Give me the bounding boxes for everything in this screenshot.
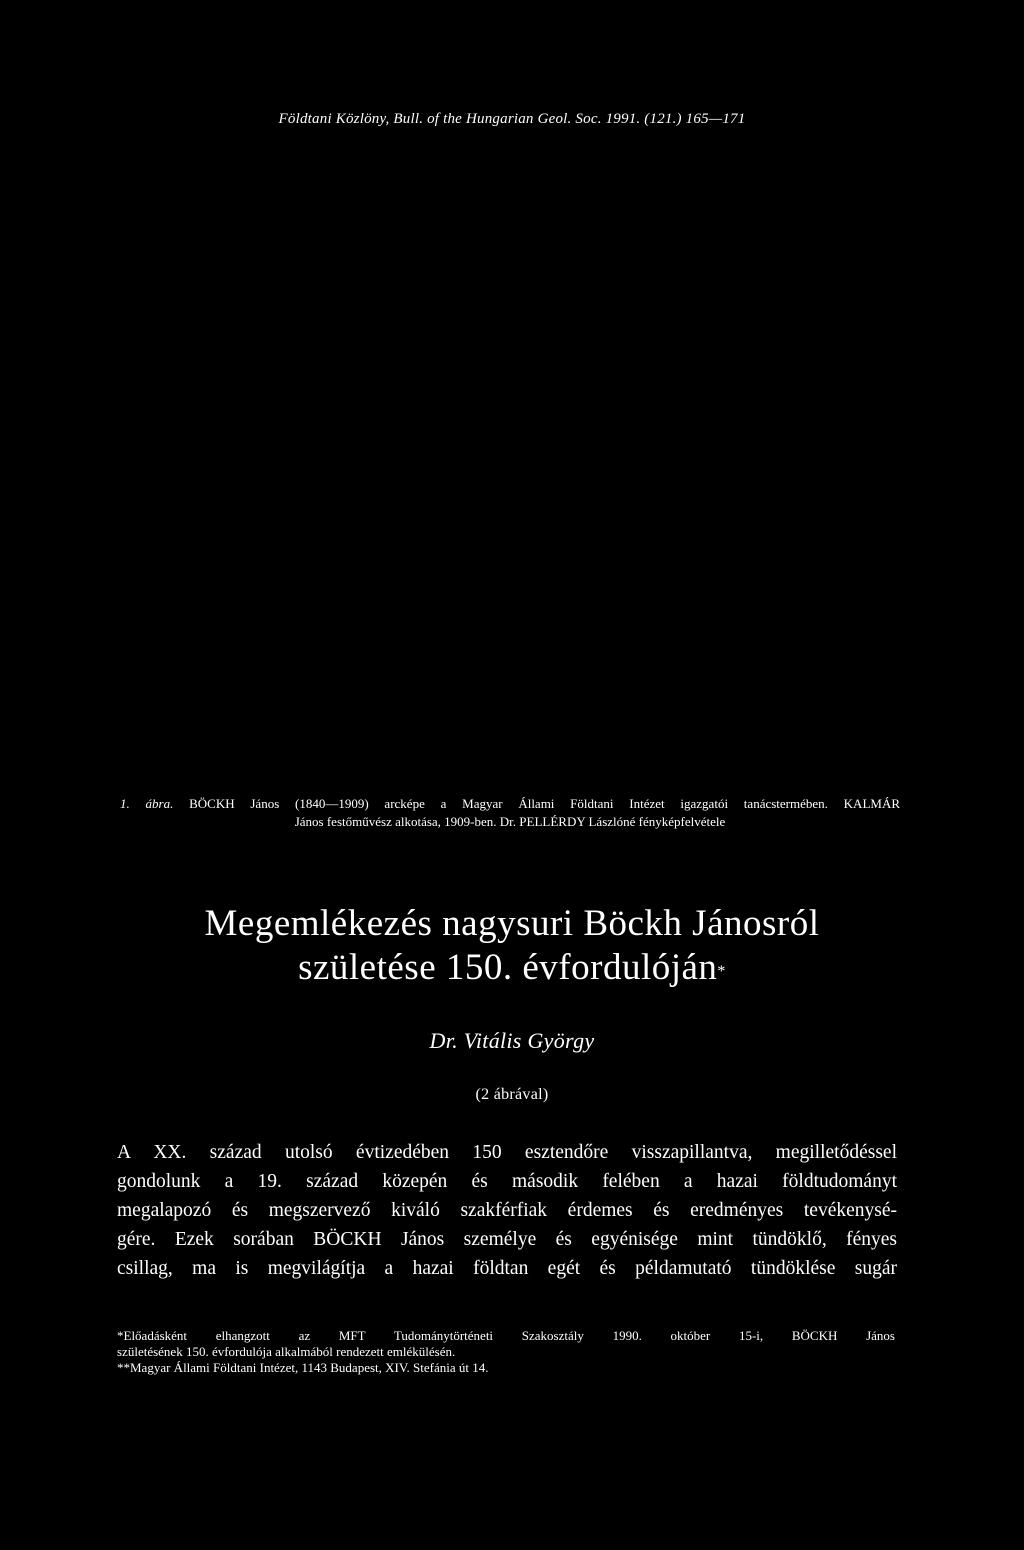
figure-caption-line-2: János festőművész alkotása, 1909-ben. Dr. PELLÉRDY Lászlóné fényképfelvétele xyxy=(294,814,726,829)
figure-caption xyxy=(120,795,900,831)
body-line: megalapozó és megszervező kiváló szakférfiak érdemes és eredményes tevékenysé- xyxy=(117,1200,897,1221)
title-footnote-mark: * xyxy=(717,963,726,980)
body-line: csillag, ma is megvilágítja a hazai földtan egét és példamutató tündöklése sugár xyxy=(117,1258,897,1279)
title-line-1: Megemlékezés nagysuri Böckh Jánosról xyxy=(204,903,820,944)
figure-caption-line-1 xyxy=(120,795,900,813)
footnote-line: születésének 150. évfordulója alkalmából rendezett emlékülésén. xyxy=(117,1344,456,1359)
author-name: Dr. Vitális György xyxy=(429,1028,595,1053)
figure-count: (2 ábrával) xyxy=(475,1086,549,1103)
body-paragraph xyxy=(117,1138,897,1283)
portrait-photo xyxy=(40,160,984,760)
footnote-line: *Előadásként elhangzott az MFT Tudománytörténeti Szakosztály 1990. október 15-i, BÖCKH János xyxy=(117,1328,895,1343)
figure-caption-text-1: BÖCKH János (1840—1909) arcképe a Magyar Állami Földtani Intézet igazgatói tanácstermében. KALMÁR xyxy=(189,796,901,811)
title-line-2 xyxy=(0,946,1024,990)
body-line: gondolunk a 19. század közepén és második felében a hazai földtudományt xyxy=(117,1171,897,1192)
figure-label: 1. ábra. xyxy=(120,796,174,811)
journal-citation: Földtani Közlöny, Bull. of the Hungarian Geol. Soc. 1991. (121.) 165—171 xyxy=(278,111,746,127)
article-title xyxy=(0,902,1024,990)
title-line-2-text: születése 150. évfordulóján xyxy=(298,947,718,988)
body-line: A XX. század utolsó évtizedében 150 esztendőre visszapillantva, megilletődéssel xyxy=(117,1142,897,1163)
footnote-line: **Magyar Állami Földtani Intézet, 1143 Budapest, XIV. Stefánia út 14. xyxy=(117,1360,489,1375)
body-line: gére. Ezek sorában BÖCKH János személye és egyénisége mint tündöklő, fényes xyxy=(117,1229,897,1250)
footnotes xyxy=(117,1328,895,1376)
